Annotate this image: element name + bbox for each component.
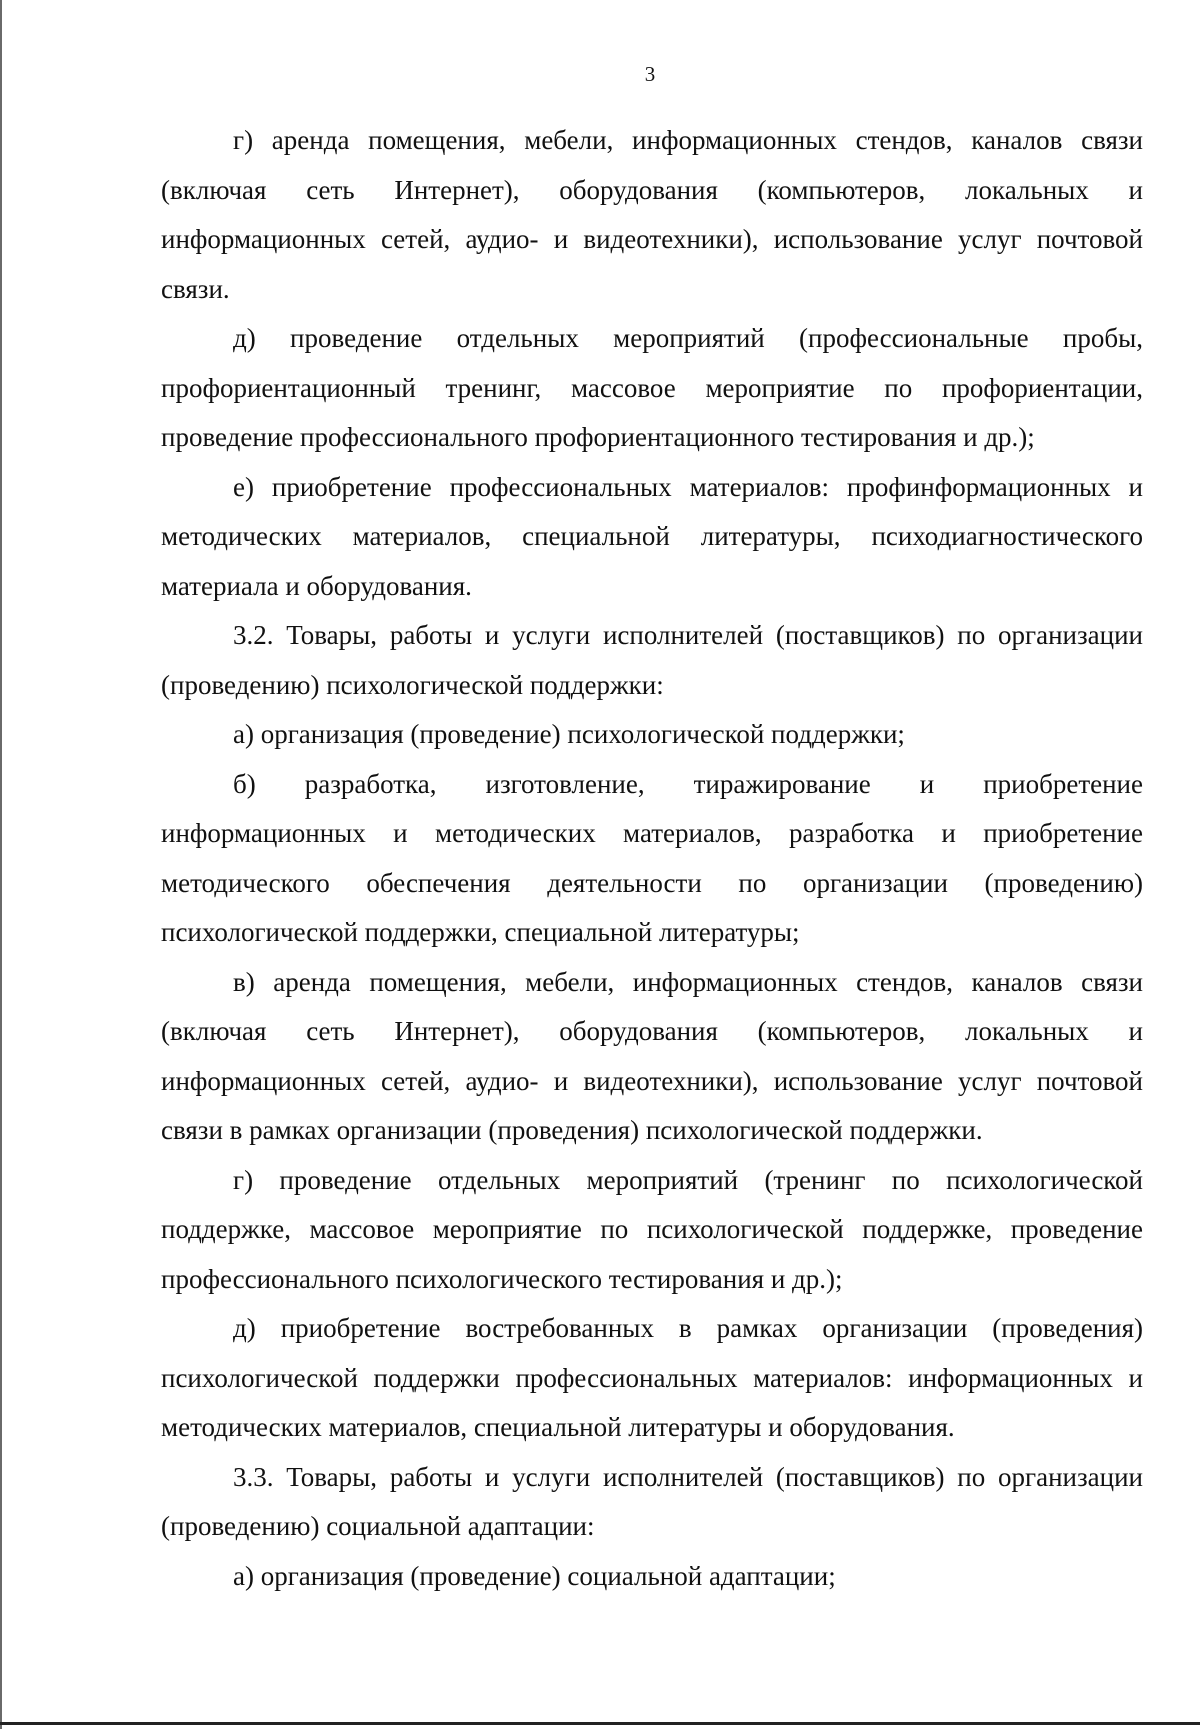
paragraph-rent-v: в) аренда помещения, мебели, информационных стендов, каналов связи (включая сеть Интернет), оборудования (компьютеров, локальных и информационных сетей, аудио- и видеотехники), использование услуг почтовой связи в рамках организации (проведения) психологической поддержки.	[161, 966, 1143, 1145]
section-3-2-heading: 3.2. Товары, работы и услуги исполнителей (поставщиков) по организации (проведению) психологической поддержки:	[161, 620, 1143, 700]
paragraph-rent-equipment-g: г) аренда помещения, мебели, информационных стендов, каналов связи (включая сеть Интернет), оборудования (компьютеров, локальных и информационных сетей, аудио- и видеотехники), использование услуг почтовой связи.	[161, 125, 1143, 304]
scan-left-edge	[0, 0, 2, 1729]
scan-bottom-edge	[0, 1722, 1200, 1725]
paragraph-events-g: г) проведение отдельных мероприятий (тренинг по психологической поддержке, массовое мероприятие по психологической поддержке, проведение профессионального психологического тестирования и др.);	[161, 1164, 1143, 1294]
paragraph-social-adaptation-a: а) организация (проведение) социальной адаптации;	[233, 1560, 836, 1591]
paragraph-materials-e: е) приобретение профессиональных материалов: профинформационных и методических материалов, специальной литературы, психодиагностического материала и оборудования.	[161, 471, 1143, 601]
paragraph-development-b: б) разработка, изготовление, тиражирование и приобретение информационных и методических материалов, разработка и приобретение методического обеспечения деятельности по организации (проведению) психологической поддержки, специальной литературы;	[161, 768, 1143, 947]
section-3-3-heading: 3.3. Товары, работы и услуги исполнителей (поставщиков) по организации (проведению) социальной адаптации:	[161, 1461, 1143, 1541]
paragraph-events-d: д) проведение отдельных мероприятий (профессиональные пробы, профориентационный тренинг, массовое мероприятие по профориентации, проведение профессионального профориентационного тестирования и др.);	[161, 323, 1143, 452]
paragraph-materials-d: д) приобретение востребованных в рамках организации (проведения) психологической поддержки профессиональных материалов: информационных и методических материалов, специальной литературы и оборудования.	[161, 1313, 1143, 1442]
page-number: 3	[644, 62, 656, 86]
document-body	[161, 116, 1143, 1601]
paragraph-psych-support-a: а) организация (проведение) психологической поддержки;	[233, 719, 905, 749]
